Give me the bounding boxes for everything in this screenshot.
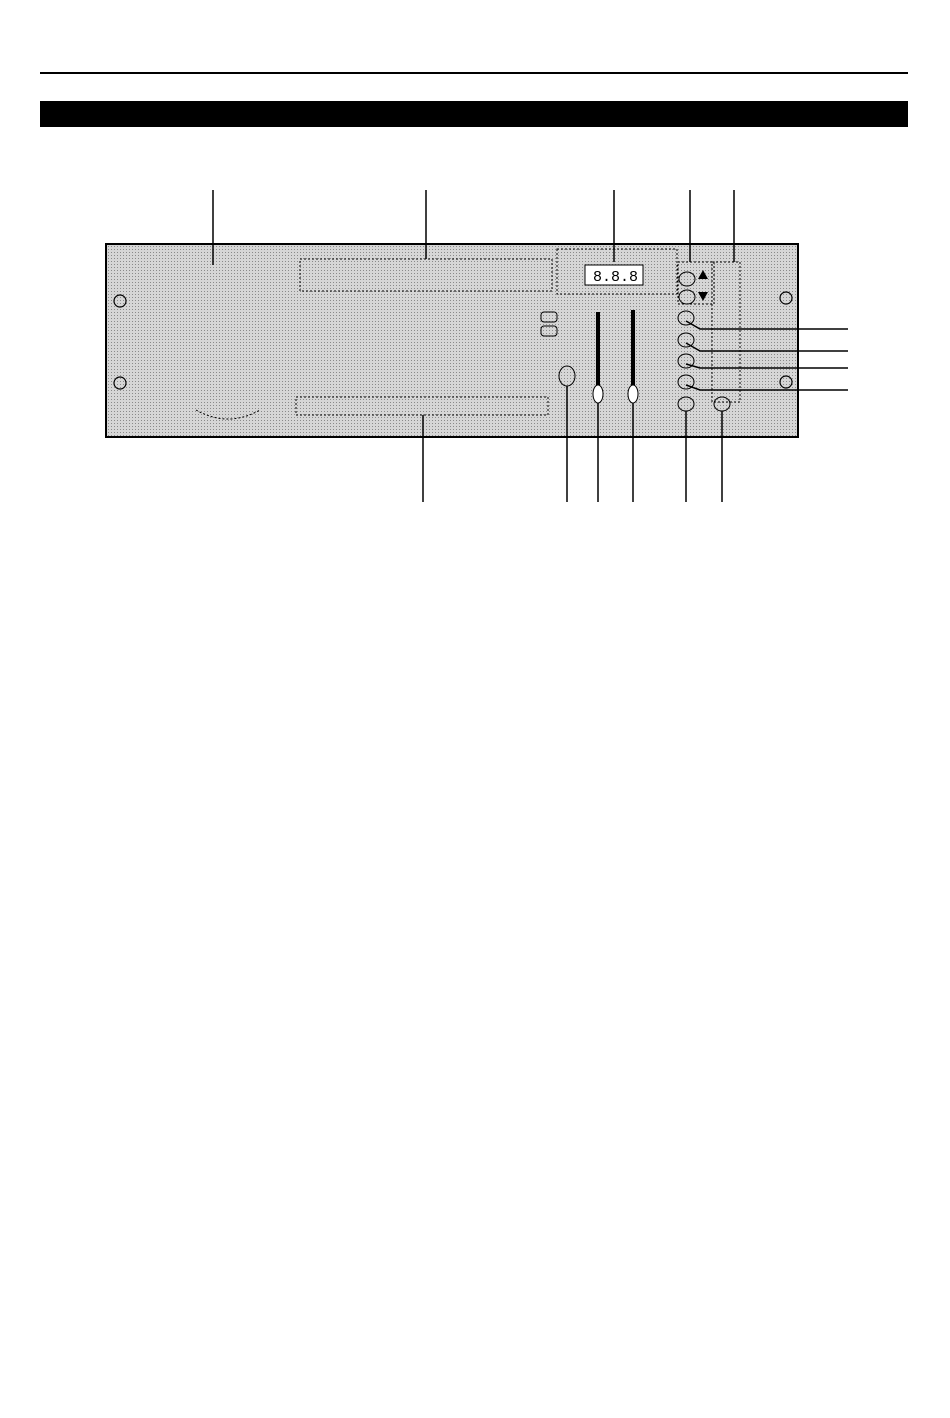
svg-text:8.8.8: 8.8.8 (593, 269, 639, 286)
control-panel-diagram (0, 0, 950, 560)
